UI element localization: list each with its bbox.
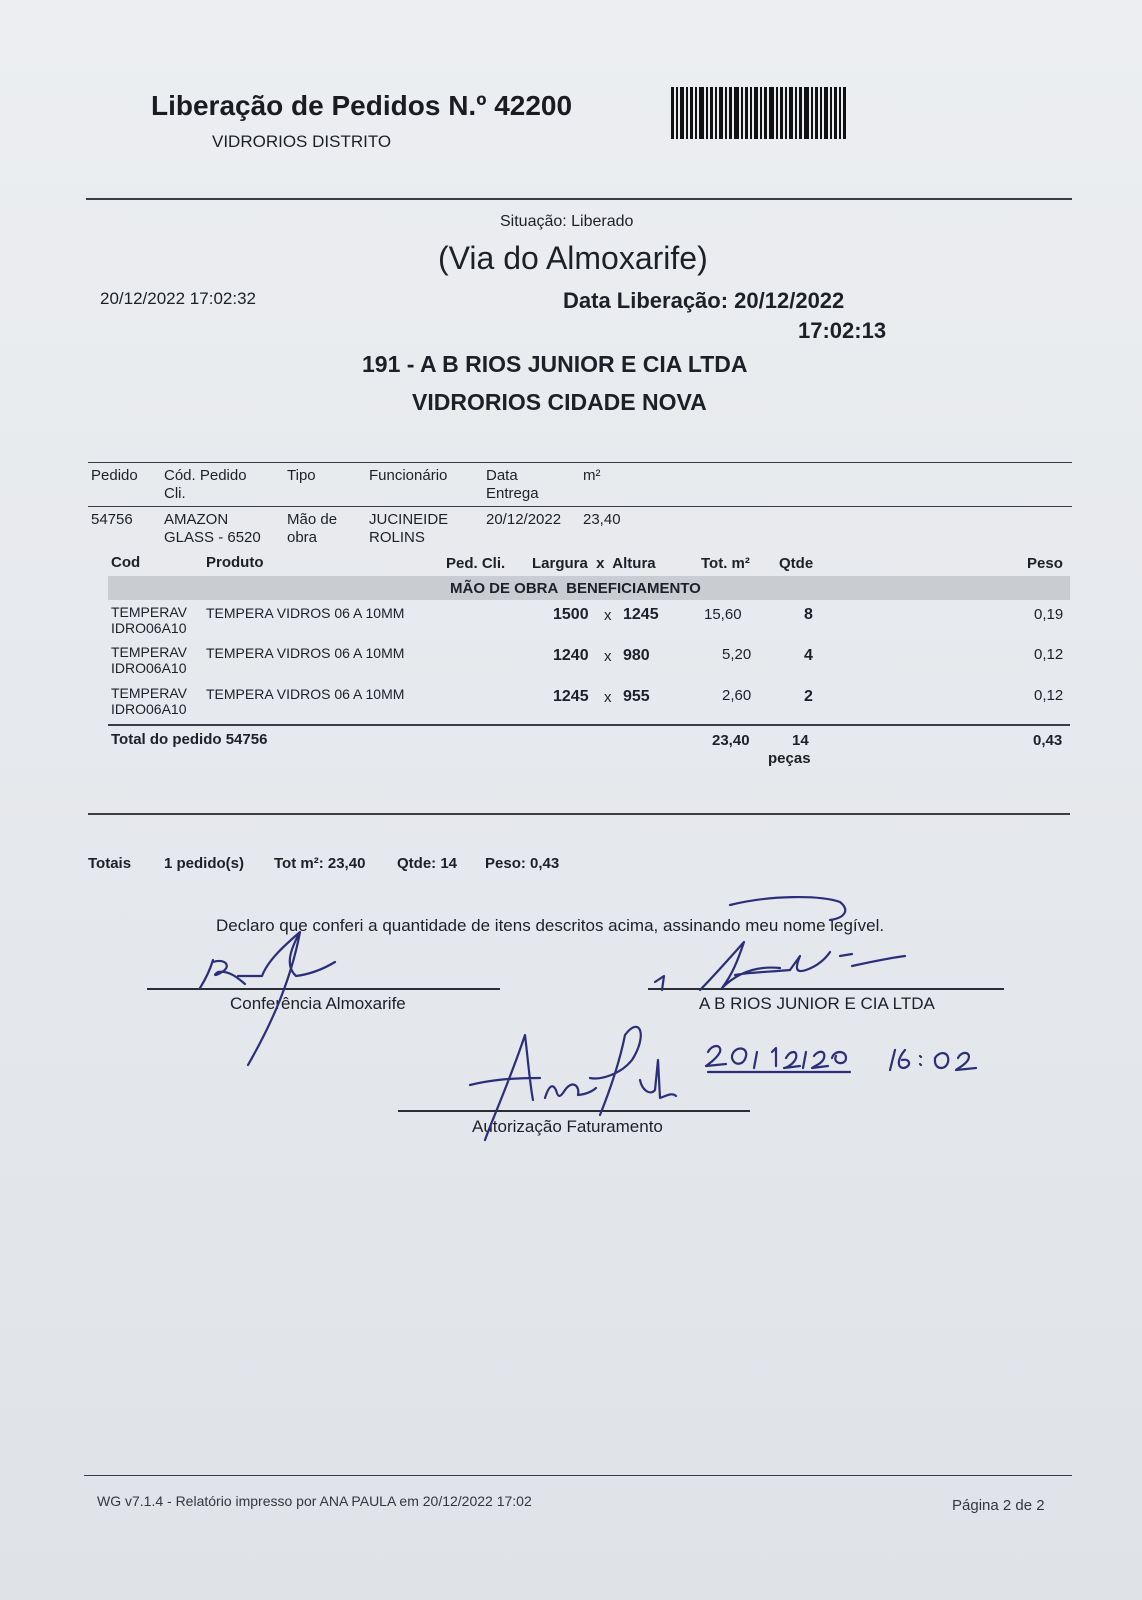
footer-divider bbox=[84, 1475, 1072, 1476]
item-m2: 2,60 bbox=[722, 687, 752, 704]
items-header-peso: Peso bbox=[1027, 555, 1063, 572]
item-product: TEMPERA VIDROS 06 A 10MM bbox=[206, 645, 405, 661]
item-weight: 0,19 bbox=[1034, 606, 1064, 623]
order-total-weight: 0,43 bbox=[1033, 732, 1063, 749]
item-height: 955 bbox=[623, 688, 650, 705]
item-qty: 2 bbox=[804, 688, 813, 705]
item-qty: 8 bbox=[804, 606, 813, 623]
signature-label-client: A B RIOS JUNIOR E CIA LTDA bbox=[699, 994, 935, 1013]
item-height: 980 bbox=[623, 647, 650, 664]
item-code-line2: IDRO06A10 bbox=[111, 660, 187, 676]
group-label: MÃO DE OBRA BENEFICIAMENTO bbox=[450, 580, 701, 597]
item-width: 1500 bbox=[553, 606, 589, 623]
items-header-cod: Cod bbox=[111, 554, 141, 571]
signature-line-client bbox=[648, 988, 1004, 990]
order-m2: 23,40 bbox=[583, 511, 621, 528]
release-date: Data Liberação: 20/12/2022 bbox=[563, 288, 845, 313]
items-header-largura-altura: Largura x Altura bbox=[532, 555, 656, 572]
item-product: TEMPERA VIDROS 06 A 10MM bbox=[206, 686, 405, 702]
item-width: 1245 bbox=[553, 688, 589, 705]
footer-page-number: Página 2 de 2 bbox=[952, 1497, 1045, 1514]
item-code-line2: IDRO06A10 bbox=[111, 620, 187, 636]
order-header-cod-pedido: Cód. Pedido Cli. bbox=[164, 467, 247, 502]
order-cod-pedido-cli: AMAZON GLASS - 6520 bbox=[164, 511, 261, 546]
item-weight: 0,12 bbox=[1034, 646, 1064, 663]
item-m2: 5,20 bbox=[722, 646, 752, 663]
item-code-line2: IDRO06A10 bbox=[111, 701, 187, 717]
order-data-entrega: 20/12/2022 bbox=[486, 511, 562, 528]
signature-label-almoxarife: Conferência Almoxarife bbox=[230, 994, 406, 1013]
header-divider bbox=[86, 198, 1072, 200]
order-tipo: Mão de obra bbox=[287, 511, 338, 546]
items-header-tot-m2: Tot. m² bbox=[701, 555, 750, 572]
client-branch: VIDRORIOS CIDADE NOVA bbox=[412, 389, 707, 415]
item-x: x bbox=[604, 689, 612, 706]
summary-tot-m2: Tot m²: 23,40 bbox=[274, 855, 366, 872]
item-qty: 4 bbox=[804, 647, 813, 664]
order-header-data-entrega: Data Entrega bbox=[486, 467, 539, 502]
item-m2: 15,60 bbox=[704, 606, 742, 623]
order-total-qty: 14 bbox=[792, 732, 809, 749]
client-name: 191 - A B RIOS JUNIOR E CIA LTDA bbox=[362, 351, 748, 377]
item-width: 1240 bbox=[553, 647, 589, 664]
release-time: 17:02:13 bbox=[798, 318, 887, 343]
item-x: x bbox=[604, 648, 612, 665]
declaration-text: Declaro que conferi a quantidade de itens descritos acima, assinando meu nome legível. bbox=[216, 916, 885, 935]
order-table-header-rule bbox=[88, 506, 1072, 507]
order-total-qty-unit: peças bbox=[768, 750, 811, 767]
item-weight: 0,12 bbox=[1034, 687, 1064, 704]
order-header-tipo: Tipo bbox=[287, 467, 316, 484]
summary-label: Totais bbox=[88, 855, 132, 872]
footer-print-info: WG v7.1.4 - Relatório impresso por ANA PAULA em 20/12/2022 17:02 bbox=[97, 1493, 532, 1509]
order-total-label: Total do pedido 54756 bbox=[111, 731, 268, 748]
order-table-top-rule bbox=[88, 462, 1072, 463]
copy-designation: (Via do Almoxarife) bbox=[438, 240, 708, 276]
item-code-line1: TEMPERAV bbox=[111, 644, 187, 660]
items-header-produto: Produto bbox=[206, 554, 264, 571]
signature-label-faturamento: Autorização Faturamento bbox=[472, 1117, 663, 1136]
items-header-ped-cli: Ped. Cli. bbox=[446, 555, 506, 572]
order-total-m2: 23,40 bbox=[712, 732, 750, 749]
items-header-qtde: Qtde bbox=[779, 555, 814, 572]
status-text: Situação: Liberado bbox=[500, 213, 634, 230]
order-header-m2: m² bbox=[583, 467, 601, 484]
printed-datetime: 20/12/2022 17:02:32 bbox=[100, 289, 256, 308]
barcode-icon bbox=[671, 87, 846, 139]
summary-qtde: Qtde: 14 bbox=[397, 855, 458, 872]
summary-peso: Peso: 0,43 bbox=[485, 855, 560, 872]
order-header-funcionario: Funcionário bbox=[369, 467, 448, 484]
order-pedido: 54756 bbox=[91, 511, 133, 528]
summary-orders: 1 pedido(s) bbox=[164, 855, 245, 872]
order-funcionario: JUCINEIDE ROLINS bbox=[369, 511, 449, 546]
company-name: VIDRORIOS DISTRITO bbox=[212, 132, 392, 151]
signature-line-faturamento bbox=[398, 1110, 750, 1112]
section-divider bbox=[88, 813, 1070, 815]
item-code-line1: TEMPERAV bbox=[111, 685, 187, 701]
signature-line-almoxarife bbox=[147, 988, 500, 990]
items-total-rule bbox=[108, 724, 1070, 726]
item-code-line1: TEMPERAV bbox=[111, 604, 187, 620]
item-height: 1245 bbox=[623, 606, 659, 623]
item-product: TEMPERA VIDROS 06 A 10MM bbox=[206, 605, 405, 621]
document-title: Liberação de Pedidos N.º 42200 bbox=[151, 90, 573, 121]
order-header-pedido: Pedido bbox=[91, 467, 138, 484]
item-x: x bbox=[604, 607, 612, 624]
